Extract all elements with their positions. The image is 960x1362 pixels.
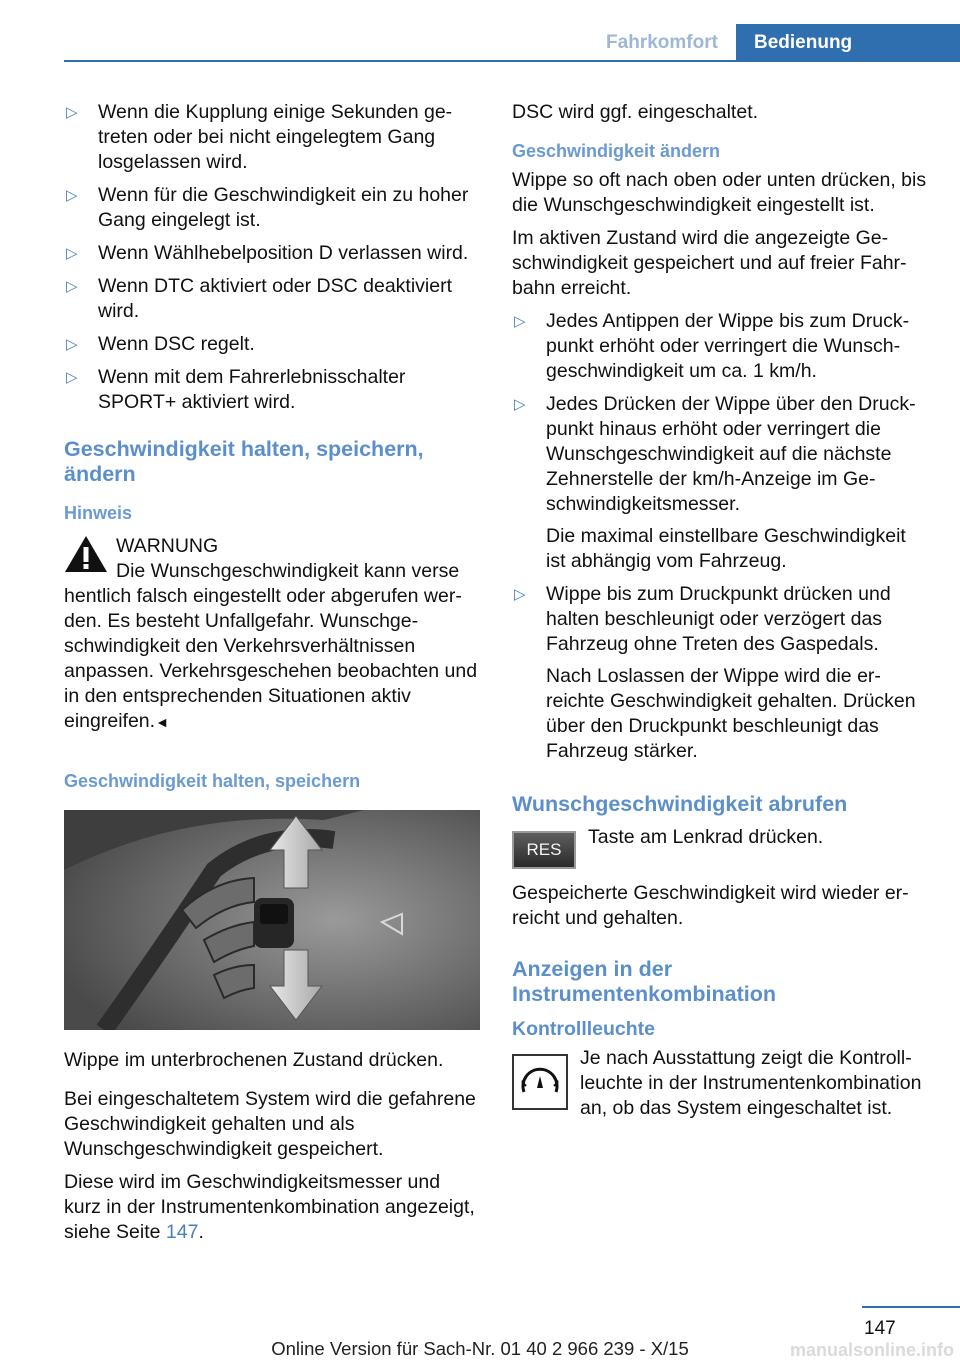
triangle-bullet-icon: ▷ [514,586,526,603]
subsection-heading: Kontrollleuchte [512,1018,656,1040]
list-item-note: Nach Loslassen der Wippe wird die erreichte Geschwindigkeit gehalten. Drücken über den Druckpunkt beschleunigt das Fahrzeug stärker. [546,665,916,762]
list-item: ▷ Wenn die Kupplung einige Sekunden getreten oder bei nicht eingelegtem Gang losgelassen wird. [66,101,453,173]
triangle-bullet-icon: ▷ [66,278,78,295]
paragraph: Gespeicherte Geschwindigkeit wird wieder erreicht und gehalten. [512,882,909,929]
end-mark-icon: ◄ [155,714,169,730]
list-item: ▷ Wenn Wählhebelposition D verlassen wird. [66,242,469,264]
section-heading: Wunschgeschwindigkeit abrufen [512,792,848,816]
list-item: ▷ Wippe bis zum Druckpunkt drücken und halten beschleunigt oder verzögert das Fahrzeug ohne Treten des Gaspedals. Nach Loslassen der Wippe wird die erreichte Geschwindigkeit gehalten. Drücken über den Druckpunkt beschleunigt das Fahrzeug stärker. [512,582,928,764]
footer-rule [862,1306,960,1308]
paragraph: Bei eingeschaltetem System wird die gefahrene Geschwindigkeit gehalten und als Wunschgeschwindigkeit gespeichert. [64,1088,476,1160]
list-item: ▷ Jedes Drücken der Wippe über den Druckpunkt hinaus erhöht oder verringert die Wunschgeschwindigkeit auf die nächste Zehnerstelle der km/h-Anzeige im Geschwindigkeitsmesser. Die maximal einstellbare Geschwindigkeit ist abhängig vom Fahrzeug. [512,392,928,574]
list-item: ▷ Jedes Antippen der Wippe bis zum Druckpunkt erhöht oder verringert die Wunschgeschwindigkeit um ca. 1 km/h. [514,310,910,382]
triangle-bullet-icon: ▷ [66,104,78,121]
triangle-bullet-icon: ▷ [66,187,78,204]
res-button-icon: RES [512,831,576,869]
warning-triangle-icon [64,534,108,574]
tab-fahrkomfort[interactable]: Fahrkomfort [606,32,718,53]
paragraph: Im aktiven Zustand wird die angezeigte Geschwindigkeit gespeichert und auf freier Fahrbahn erreicht. [512,227,907,299]
triangle-bullet-icon: ▷ [514,396,526,413]
cruise-control-indicator-icon [512,1054,568,1110]
warning-text-first: Die Wunschgeschwindigkeit kann verse [116,560,460,582]
list-item: ▷ Wenn DSC regelt. [66,333,255,355]
list-item-note: Die maximal einstellbare Geschwindigkeit ist abhängig vom Fahrzeug. [546,525,906,572]
page-number: 147 [864,1318,896,1339]
triangle-bullet-icon: ▷ [66,369,78,386]
indicator-text: Je nach Ausstattung zeigt die Kontrollleuchte in der Instrumentenkombination an, ob das System eingeschaltet ist. [580,1047,922,1119]
triangle-bullet-icon: ▷ [66,336,78,353]
warning-text: hentlich falsch eingestellt oder abgerufen werden. Es besteht Unfallgefahr. Wunschgeschwindigkeit den Verkehrsverhältnissen anpassen. Verkehrsgeschehen beobachten und in den entsprechenden Situationen aktiv eingreifen.◄ [64,585,478,732]
steering-wheel-illustration [64,810,480,1030]
list-item: ▷ Wenn DTC aktiviert oder DSC deaktiviert wird. [66,275,453,322]
paragraph: DSC wird ggf. eingeschaltet. [512,101,759,123]
section-heading: Geschwindigkeit halten, speichern, ändern [64,437,424,486]
res-instruction-text: Taste am Lenkrad drücken. [588,826,824,848]
section-heading: Anzeigen in der Instrumentenkombination [512,957,776,1006]
note-heading: Hinweis [64,503,133,523]
footer-online-version: Online Version für Sach-Nr. 01 40 2 966 239 - X/15 [271,1338,689,1359]
warning-block [64,534,480,735]
steering-wheel-rocker-image [64,810,480,1030]
triangle-bullet-icon: ▷ [514,313,526,330]
right-column [512,100,928,1121]
res-instruction [512,825,928,865]
warning-title: WARNUNG [116,535,219,557]
figure-caption: Wippe im unterbrochenen Zustand drücken. [64,1049,444,1071]
tab-bedienung[interactable]: Bedienung [736,24,960,62]
header-rule [64,60,960,62]
page-reference-link[interactable]: 147 [165,1221,199,1243]
subsection-heading: Geschwindigkeit halten, speichern [64,771,361,791]
paragraph: Diese wird im Geschwindigkeitsmesser und kurz in der Instrumentenkombination angezeigt, siehe Seite 147. [64,1171,475,1243]
indicator-description [512,1046,928,1121]
subsection-heading: Geschwindigkeit ändern [512,141,721,161]
left-column [64,100,480,1253]
triangle-bullet-icon: ▷ [66,245,78,262]
list-item: ▷ Wenn für die Geschwindigkeit ein zu hoher Gang eingelegt ist. [66,184,469,231]
list-item: ▷ Wenn mit dem Fahrerlebnisschalter SPORT+ aktiviert wird. [66,366,406,413]
watermark: manualsonline.info [789,1340,954,1360]
paragraph: Wippe so oft nach oben oder unten drücken, bis die Wunschgeschwindigkeit eingestellt ist. [512,169,927,216]
